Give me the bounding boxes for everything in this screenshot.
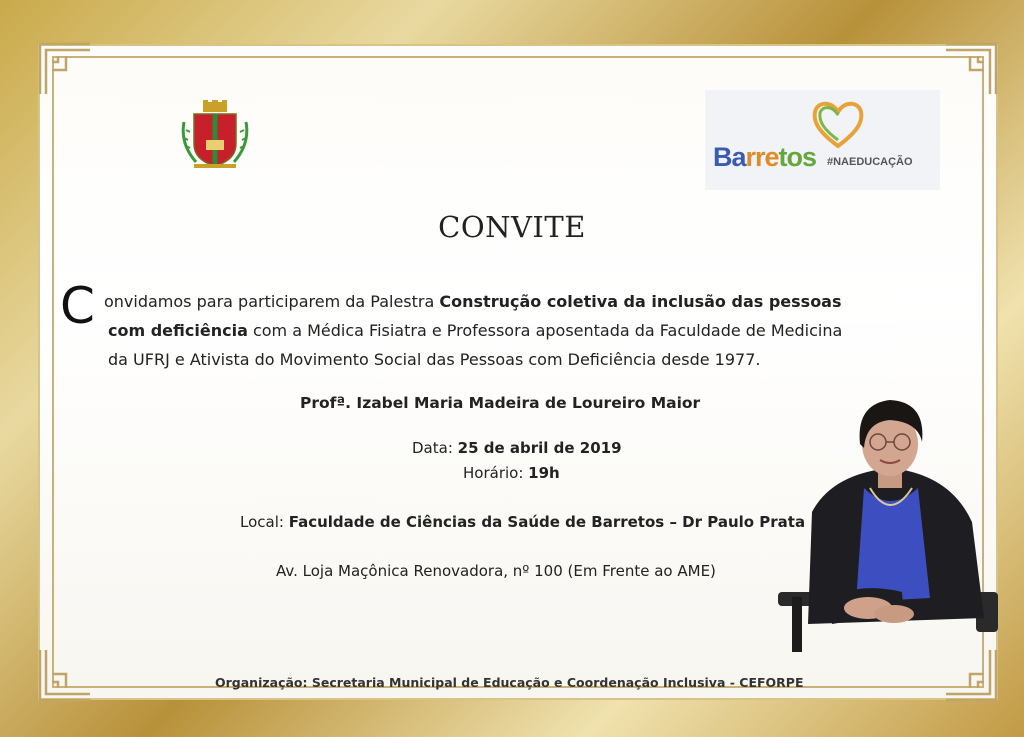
event-address: Av. Loja Maçônica Renovadora, nº 100 (Em Frente ao AME) bbox=[276, 562, 716, 580]
event-date: Data: 25 de abril de 2019 bbox=[412, 439, 622, 457]
speaker-name: Profª. Izabel Maria Madeira de Loureiro Maior bbox=[300, 394, 701, 412]
paragraph-line: da UFRJ e Ativista do Movimento Social das Pessoas com Deficiência desde 1977. bbox=[108, 350, 761, 369]
paragraph-line: onvidamos para participarem da Palestra Construção coletiva da inclusão das pessoas bbox=[104, 292, 842, 311]
paragraph-line: com deficiência com a Médica Fisiatra e Professora aposentada da Faculdade de Medicina bbox=[108, 321, 843, 340]
barretos-education-logo bbox=[705, 90, 940, 190]
ornament-corner-icon bbox=[942, 40, 1000, 98]
brand-wordmark: Barretos bbox=[713, 142, 817, 172]
event-time: Horário: 19h bbox=[463, 464, 560, 482]
invitation-title: CONVITE bbox=[438, 210, 586, 244]
ornament-corner-icon bbox=[36, 40, 94, 98]
rainbow-heart-icon bbox=[809, 98, 867, 150]
ornament-corner-icon bbox=[36, 646, 94, 704]
organization-footer: Organização: Secretaria Municipal de Educação e Coordenação Inclusiva - CEFORPE bbox=[215, 675, 804, 690]
brand-hashtag: #NAEDUCAÇÃO bbox=[827, 156, 913, 168]
municipal-coat-of-arms-icon bbox=[178, 100, 252, 174]
event-location: Local: Faculdade de Ciências da Saúde de Barretos – Dr Paulo Prata bbox=[240, 513, 806, 531]
speaker-photo bbox=[772, 392, 1000, 660]
dropcap-letter: C bbox=[60, 277, 95, 335]
